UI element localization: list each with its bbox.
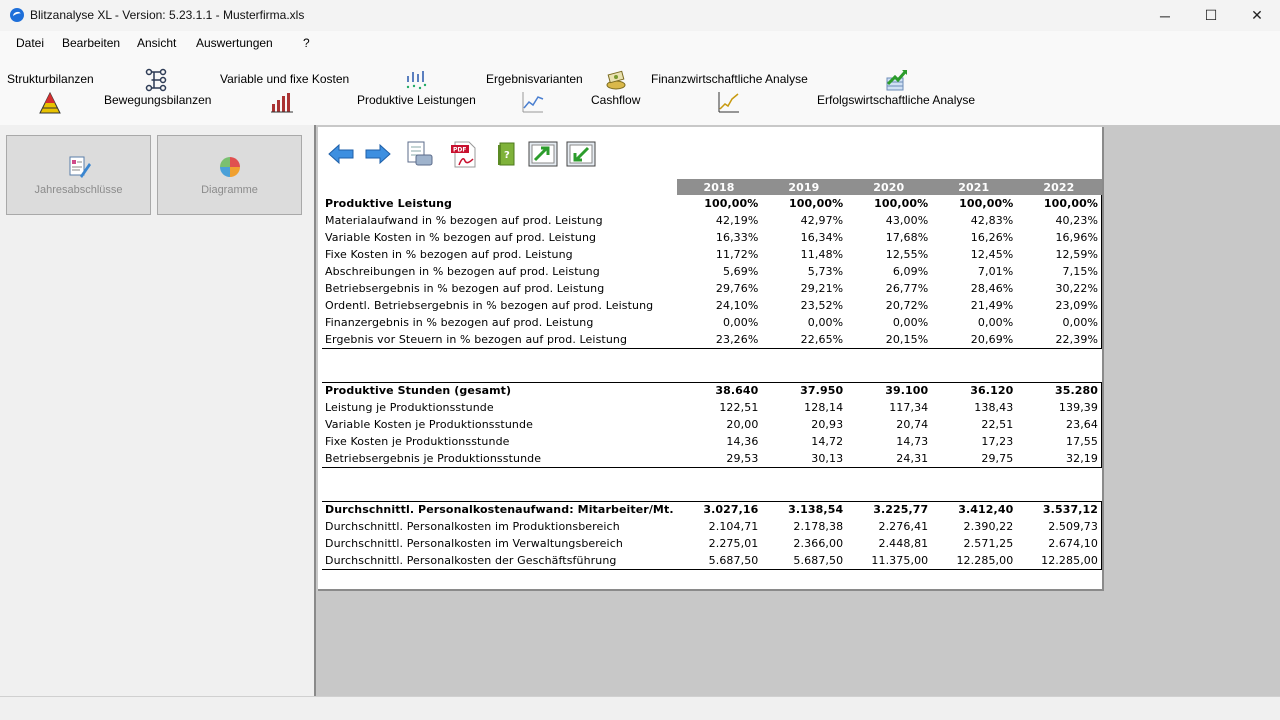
spacer-cell <box>322 467 677 501</box>
spacer-cell <box>846 348 931 382</box>
spacer-cell <box>1016 467 1101 501</box>
value-cell: 29,75 <box>931 450 1016 467</box>
value-cell: 23,52% <box>800 299 844 312</box>
row-label: Abschreibungen in % bezogen auf prod. Leistung <box>325 265 600 278</box>
back-arrow-icon[interactable] <box>326 139 356 169</box>
analysis-table <box>322 179 1102 570</box>
value-cell: 122,51 <box>719 401 759 414</box>
value-cell: 16,34% <box>800 231 844 244</box>
bewegungsbilanzen-button[interactable]: Bewegungsbilanzen <box>104 93 212 107</box>
value-cell: 16,96% <box>1016 229 1101 246</box>
value-cell: 23,64 <box>1016 416 1101 433</box>
value-cell: 24,31 <box>846 450 931 467</box>
row-label: Betriebsergebnis in % bezogen auf prod. Leistung <box>325 282 605 295</box>
value-cell: 2.571,25 <box>963 537 1014 550</box>
value-cell: 128,14 <box>804 401 844 414</box>
table-row <box>322 280 1102 297</box>
table-row <box>322 212 1102 229</box>
spacer-cell <box>677 467 762 501</box>
value-cell: 2.509,73 <box>1016 518 1101 535</box>
table-row <box>322 246 1102 263</box>
table-row <box>322 433 1102 450</box>
value-cell: 40,23% <box>1016 212 1101 229</box>
window-title: Blitzanalyse XL - Version: 5.23.1.1 - Musterfirma.xls <box>30 8 305 22</box>
svg-text:?: ? <box>504 150 510 161</box>
value-cell: 100,00% <box>1016 195 1101 212</box>
value-cell: 2.178,38 <box>793 520 844 533</box>
row-label: Betriebsergebnis je Produktionsstunde <box>322 450 677 467</box>
export-arrow-icon[interactable] <box>528 139 558 169</box>
produktive-leistungen-button[interactable]: Produktive Leistungen <box>357 93 476 107</box>
spacer-cell <box>322 348 677 382</box>
value-cell: 2.104,71 <box>708 520 759 533</box>
minimize-button[interactable]: ─ <box>1160 7 1170 24</box>
value-cell: 117,34 <box>889 401 929 414</box>
row-label: Produktive Leistung <box>325 197 453 210</box>
value-cell: 38.640 <box>677 382 762 399</box>
value-cell: 20,69% <box>931 331 1016 348</box>
menu-auswertungen[interactable]: Auswertungen <box>196 36 273 50</box>
value-cell: 14,73 <box>896 435 929 448</box>
value-cell: 12,45% <box>970 248 1014 261</box>
value-cell: 0,00% <box>1016 314 1101 331</box>
value-cell: 22,51 <box>981 418 1014 431</box>
year-header: 2018 <box>677 179 762 195</box>
year-header: 2019 <box>761 179 846 195</box>
value-cell: 2.366,00 <box>793 537 844 550</box>
value-cell: 14,36 <box>726 435 759 448</box>
value-cell: 12,55% <box>885 248 929 261</box>
pie-chart-icon <box>217 154 243 180</box>
value-cell: 16,33% <box>715 231 759 244</box>
value-cell: 0,00% <box>892 316 929 329</box>
value-cell: 20,00 <box>726 418 759 431</box>
content-area <box>314 125 1280 696</box>
table-header-row <box>322 179 1102 195</box>
row-label: Fixe Kosten je Produktionsstunde <box>325 435 510 448</box>
value-cell: 21,49% <box>970 299 1014 312</box>
row-label: Fixe Kosten in % bezogen auf prod. Leistung <box>325 248 573 261</box>
row-label: Durchschnittl. Personalkosten im Produktionsbereich <box>325 520 620 533</box>
value-cell: 29,53 <box>677 450 762 467</box>
value-cell: 24,10% <box>715 299 759 312</box>
line-chart-icon[interactable] <box>521 90 545 114</box>
spacer-cell <box>931 348 1016 382</box>
title-bar <box>0 0 1280 31</box>
value-cell: 3.027,16 <box>677 501 762 518</box>
pdf-export-icon[interactable] <box>449 139 479 169</box>
forward-arrow-icon[interactable] <box>363 139 393 169</box>
spacer-cell <box>931 467 1016 501</box>
value-cell: 14,72 <box>811 435 844 448</box>
row-label: Durchschnittl. Personalkosten der Geschäftsführung <box>322 552 677 569</box>
value-cell: 36.120 <box>931 382 1016 399</box>
year-header: 2021 <box>931 179 1016 195</box>
table-row <box>322 382 1102 399</box>
value-cell: 23,26% <box>677 331 762 348</box>
help-book-icon[interactable] <box>492 139 522 169</box>
value-cell: 6,09% <box>892 265 929 278</box>
value-cell: 11,48% <box>800 248 844 261</box>
jahresabschluesse-button[interactable] <box>6 135 151 215</box>
row-label: Finanzergebnis in % bezogen auf prod. Leistung <box>325 316 594 329</box>
table-row <box>322 416 1102 433</box>
row-label: Durchschnittl. Personalkosten im Verwaltungsbereich <box>325 537 623 550</box>
import-arrow-icon[interactable] <box>566 139 596 169</box>
spacer-cell <box>846 467 931 501</box>
spacer-cell <box>761 348 846 382</box>
value-cell: 35.280 <box>1016 382 1101 399</box>
value-cell: 17,23 <box>981 435 1014 448</box>
table-row <box>322 518 1102 535</box>
svg-text:PDF: PDF <box>453 146 467 154</box>
row-label: Durchschnittl. Personalkostenaufwand: Mitarbeiter/Mt. <box>322 501 677 518</box>
value-cell: 20,74 <box>896 418 929 431</box>
value-cell: 28,46% <box>970 282 1014 295</box>
value-cell: 22,39% <box>1016 331 1101 348</box>
value-cell: 2.674,10 <box>1016 535 1101 552</box>
report-panel <box>318 127 1104 591</box>
value-cell: 0,00% <box>722 316 759 329</box>
value-cell: 17,55 <box>1016 433 1101 450</box>
value-cell: 30,22% <box>1016 280 1101 297</box>
value-cell: 2.448,81 <box>878 537 929 550</box>
table-row <box>322 331 1102 348</box>
ergebnisvarianten-button[interactable]: Ergebnisvarianten <box>486 72 583 86</box>
value-cell: 26,77% <box>885 282 929 295</box>
value-cell: 22,65% <box>761 331 846 348</box>
value-cell: 17,68% <box>885 231 929 244</box>
value-cell: 20,93 <box>811 418 844 431</box>
spacer-cell <box>761 467 846 501</box>
close-button[interactable]: ✕ <box>1251 7 1263 23</box>
value-cell: 20,72% <box>885 299 929 312</box>
value-cell: 100,00% <box>874 197 929 210</box>
value-cell: 20,15% <box>846 331 931 348</box>
value-cell: 3.225,77 <box>846 501 931 518</box>
value-cell: 7,01% <box>977 265 1014 278</box>
value-cell: 11.375,00 <box>846 552 931 569</box>
value-cell: 11,72% <box>715 248 759 261</box>
maximize-button[interactable]: ☐ <box>1204 7 1218 23</box>
year-header: 2020 <box>846 179 931 195</box>
spacer-row <box>322 348 1102 382</box>
variable-fixe-kosten-button[interactable]: Variable und fixe Kosten <box>220 72 350 86</box>
status-bar <box>0 696 1280 720</box>
value-cell: 12.285,00 <box>931 552 1016 569</box>
year-header: 2022 <box>1016 179 1101 195</box>
trend-chart-icon[interactable] <box>717 90 741 114</box>
value-cell: 39.100 <box>846 382 931 399</box>
table-row <box>322 399 1102 416</box>
value-cell: 3.537,12 <box>1016 501 1101 518</box>
erfolgswirtschaftliche-analyse-button[interactable]: Erfolgswirtschaftliche Analyse <box>817 93 976 107</box>
diagramme-button[interactable] <box>157 135 302 215</box>
strukturbilanzen-button[interactable]: Strukturbilanzen <box>7 72 94 86</box>
value-cell: 16,26% <box>970 231 1014 244</box>
row-label: Variable Kosten je Produktionsstunde <box>325 418 533 431</box>
value-cell: 138,43 <box>974 401 1014 414</box>
value-cell: 139,39 <box>1016 399 1101 416</box>
table-row <box>322 552 1102 569</box>
menu-bearbeiten[interactable]: Bearbeiten <box>62 36 121 50</box>
value-cell: 5.687,50 <box>677 552 762 569</box>
value-cell: 3.412,40 <box>931 501 1016 518</box>
menu-ansicht[interactable]: Ansicht <box>137 36 177 50</box>
value-cell: 37.950 <box>761 382 846 399</box>
row-label: Ergebnis vor Steuern in % bezogen auf prod. Leistung <box>322 331 677 348</box>
row-label: Leistung je Produktionsstunde <box>325 401 494 414</box>
value-cell: 42,19% <box>715 214 759 227</box>
app-logo-icon <box>10 8 24 22</box>
table-row <box>322 501 1102 518</box>
table-row <box>322 263 1102 280</box>
value-cell: 100,00% <box>704 197 759 210</box>
cashflow-button[interactable]: Cashflow <box>591 93 641 107</box>
row-label: Ordentl. Betriebsergebnis in % bezogen auf prod. Leistung <box>325 299 654 312</box>
toolbar <box>0 55 1280 125</box>
table-row <box>322 297 1102 314</box>
value-cell: 2.390,22 <box>963 520 1014 533</box>
row-label: Variable Kosten in % bezogen auf prod. Leistung <box>325 231 597 244</box>
bar-chart-icon[interactable] <box>270 90 294 114</box>
table-row <box>322 535 1102 552</box>
header-blank <box>322 179 677 195</box>
value-cell: 23,09% <box>1016 297 1101 314</box>
value-cell: 0,00% <box>807 316 844 329</box>
document-edit-icon <box>66 154 92 180</box>
value-cell: 5,73% <box>807 265 844 278</box>
value-cell: 2.276,41 <box>878 520 929 533</box>
menu-bar <box>0 31 1280 55</box>
menu-help[interactable]: ? <box>303 36 310 50</box>
value-cell: 12.285,00 <box>1016 552 1101 569</box>
table-row <box>322 229 1102 246</box>
row-label: Produktive Stunden (gesamt) <box>322 382 677 399</box>
pyramid-icon[interactable] <box>38 91 62 115</box>
spacer-cell <box>1016 348 1101 382</box>
value-cell: 100,00% <box>789 197 844 210</box>
value-cell: 7,15% <box>1016 263 1101 280</box>
spacer-row <box>322 467 1102 501</box>
value-cell: 3.138,54 <box>761 501 846 518</box>
tree-structure-icon[interactable] <box>144 68 168 92</box>
value-cell: 30,13 <box>761 450 846 467</box>
table-row <box>322 195 1102 212</box>
jahresabschluesse-label: Jahresabschlüsse <box>34 184 123 196</box>
value-cell: 12,59% <box>1016 246 1101 263</box>
value-cell: 100,00% <box>959 197 1014 210</box>
value-cell: 43,00% <box>885 214 929 227</box>
growth-chart-icon[interactable] <box>884 68 908 92</box>
value-cell: 29,21% <box>800 282 844 295</box>
finanzwirtschaftliche-analyse-button[interactable]: Finanzwirtschaftliche Analyse <box>651 72 808 86</box>
diagramme-label: Diagramme <box>201 184 258 196</box>
menu-datei[interactable]: Datei <box>16 36 45 50</box>
value-cell: 2.275,01 <box>708 537 759 550</box>
money-icon[interactable] <box>604 68 628 92</box>
value-cell: 29,76% <box>715 282 759 295</box>
row-label: Materialaufwand in % bezogen auf prod. Leistung <box>325 214 603 227</box>
value-cell: 42,83% <box>970 214 1014 227</box>
table-row <box>322 450 1102 467</box>
value-cell: 5,69% <box>722 265 759 278</box>
value-cell: 32,19 <box>1016 450 1101 467</box>
value-cell: 0,00% <box>977 316 1014 329</box>
scatter-chart-icon[interactable] <box>404 68 428 92</box>
value-cell: 5.687,50 <box>761 552 846 569</box>
table-row <box>322 314 1102 331</box>
left-panel <box>0 125 314 696</box>
value-cell: 42,97% <box>800 214 844 227</box>
spacer-cell <box>677 348 762 382</box>
print-preview-icon[interactable] <box>404 139 434 169</box>
